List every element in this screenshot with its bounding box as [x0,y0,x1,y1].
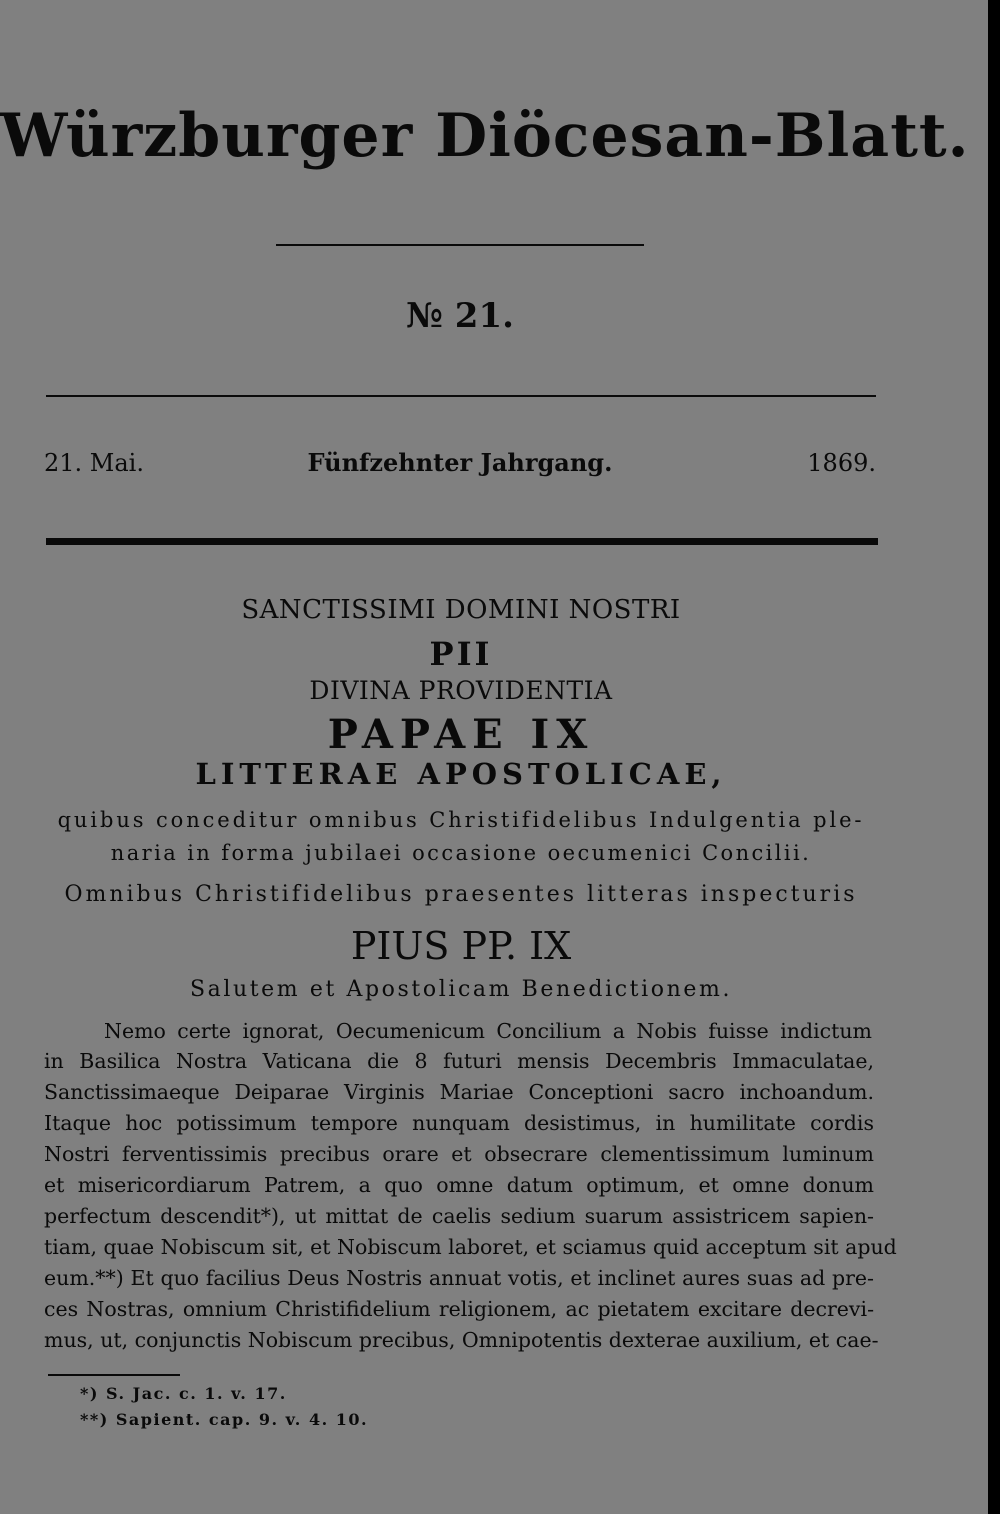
heading-line-3: DIVINA PROVIDENTIA [309,676,613,705]
heading-line-4: PAPAE IX [327,711,595,758]
dateline-date: 21. Mai. [44,449,144,477]
header-thick-rule [46,538,878,545]
masthead-title: Würzburger Diöcesan-Blatt. [0,101,970,171]
body-line: Itaque hoc potissimum tempore nunquam desistimus, in humilitate cordis [44,1111,874,1135]
heading-line-5: LITTERAE APOSTOLICAE, [195,757,727,791]
subtitle-line-2: naria in forma jubilaei occasione oecumenici Concilii. [110,841,812,865]
dateline-volume: Fünfzehnter Jahrgang. [307,448,613,477]
footnote: *) S. Jac. c. 1. v. 17. [80,1384,287,1403]
masthead-divider [276,244,644,246]
dateline-year: 1869. [807,449,876,477]
body-line: et misericordiarum Patrem, a quo omne datum optimum, et omne donum [44,1173,874,1197]
body-line: Nostri ferventissimis precibus orare et obsecrare clementissimum luminum [44,1142,874,1166]
address-line: Omnibus Christifidelibus praesentes litteras inspecturis [64,882,858,907]
footnote-divider [48,1374,180,1376]
body-line: eum.**) Et quo facilius Deus Nostris annuat votis, et inclinet aures suas ad pre- [44,1266,874,1290]
sender-line: PIUS PP. IX [350,924,572,968]
body-line: Nemo certe ignorat, Oecumenicum Concilium a Nobis fuisse indictum [104,1019,872,1043]
heading-line-1: SANCTISSIMI DOMINI NOSTRI [241,595,681,625]
body-line: ces Nostras, omnium Christifidelium religionem, ac pietatem excitare decrevi- [44,1297,874,1321]
body-line: Sanctissimaeque Deiparae Virginis Mariae Conceptioni sacro inchoandum. [44,1080,874,1104]
body-line: in Basilica Nostra Vaticana die 8 futuri mensis Decembris Immaculatae, [44,1049,874,1073]
body-line: perfectum descendit*), ut mittat de caelis sedium suarum assistricem sapien- [44,1204,874,1228]
subtitle-line-1: quibus conceditur omnibus Christifidelibus Indulgentia ple- [57,808,865,832]
body-line: tiam, quae Nobiscum sit, et Nobiscum laboret, et sciamus quid acceptum sit apud [44,1235,897,1259]
greeting-line: Salutem et Apostolicam Benedictionem. [189,977,733,1002]
heading-line-2: PII [429,635,493,673]
issue-divider [46,395,876,397]
footnote: **) Sapient. cap. 9. v. 4. 10. [80,1410,369,1429]
issue-number: № 21. [406,296,514,336]
body-line: mus, ut, conjunctis Nobiscum precibus, Omnipotentis dexterae auxilium, et cae- [44,1328,879,1352]
